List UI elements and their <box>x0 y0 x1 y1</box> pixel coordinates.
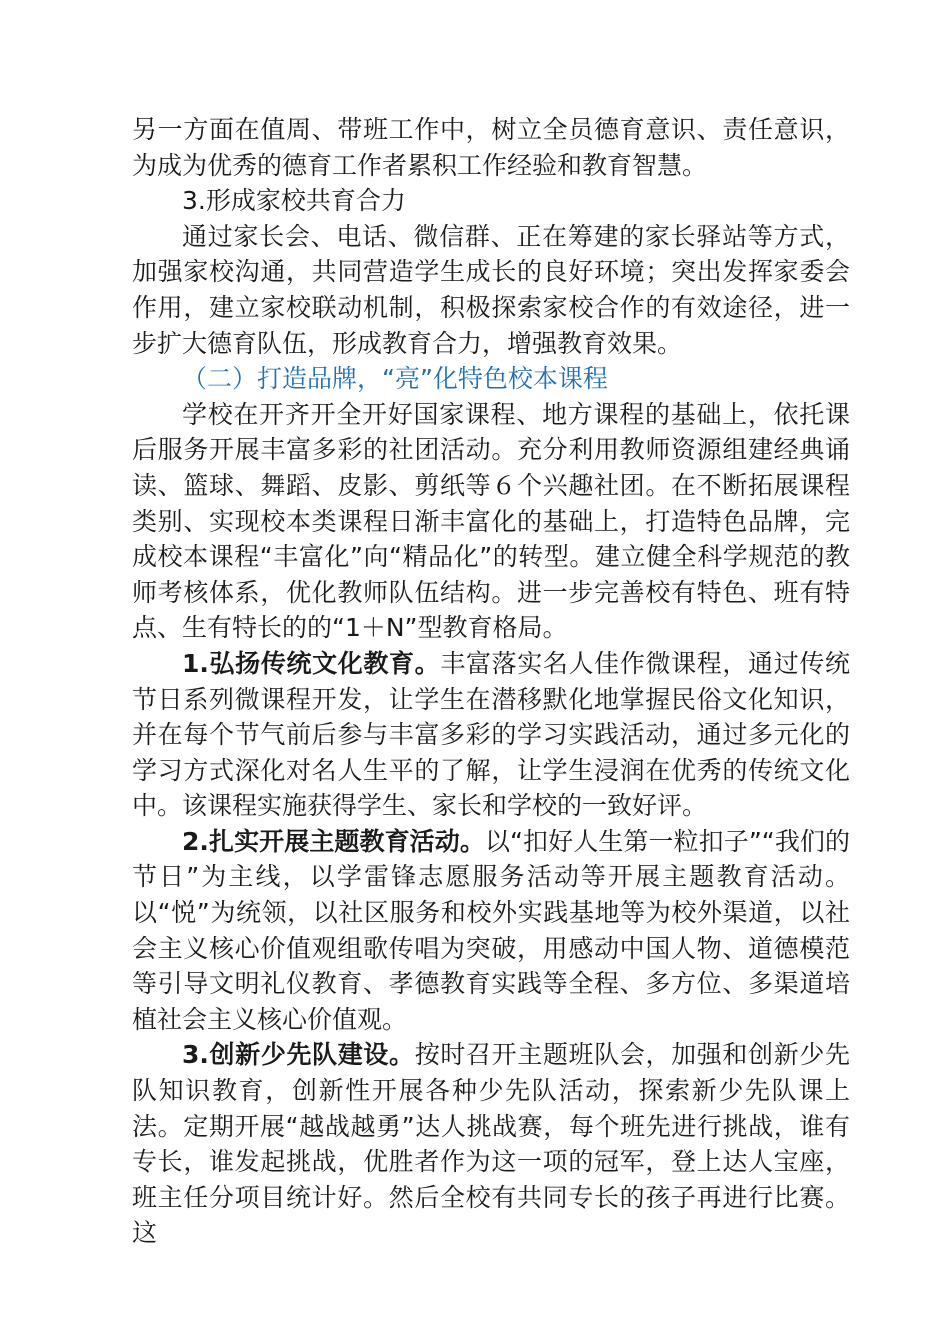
paragraph-home-school: 通过家长会、电话、微信群、正在筹建的家长驿站等方式，加强家校沟通，共同营造学生成长的良好环境；突出发挥家委会作用，建立家校联动机制，积极探索家校合作的有效途径，进一步扩大德育队伍，形成教育合力，增强教育效果。 <box>132 221 850 358</box>
paragraph-school-courses: 学校在开齐开全开好国家课程、地方课程的基础上，依托课后服务开展丰富多彩的社团活动。充分利用教师资源组建经典诵读、篮球、舞蹈、皮影、剪纸等６个兴趣社团。在不断拓展课程类别、实现校本类课程日渐丰富化的基础上，打造特色品牌，完成校本课程“丰富化”向“精品化”的转型。建立健全科学规范的教师考核体系，优化教师队伍结构。进一步完善校有特色、班有特点、生有特长的的“1＋N”型教育格局。 <box>132 399 850 643</box>
body-theme-education: 以“扣好人生第一粒扣子”“我们的节日”为主线，以学雷锋志愿服务活动等开展主题教育活动。以“悦”为统领，以社区服务和校外实践基地等为校外渠道，以社会主义核心价值观组歌传唱为突破，用感动中国人物、道德模范等引导文明礼仪教育、孝德教育实践等全程、多方位、多渠道培植社会主义核心价值观。 <box>132 826 850 1034</box>
body-young-pioneers: 按时召开主题班队会，加强和创新少先队知识教育，创新性开展各种少先队活动，探索新少先队课上法。定期开展“越战越勇”达人挑战赛，每个班先进行挑战，谁有专长，谁发起挑战，优胜者作为这一项的冠军，登上达人宝座，班主任分项目统计好。然后全校有共同专长的孩子再进行比赛。这 <box>132 1040 850 1248</box>
paragraph-young-pioneers <box>132 1037 850 1251</box>
body-traditional-culture: 丰富落实名人佳作微课程，通过传统节日系列微课程开发，让学生在潜移默化地掌握民俗文化知识，并在每个节气前后参与丰富多彩的学习实践活动，通过多元化的学习方式深化对名人生平的了解，让学生浸润在优秀的传统文化中。该课程实施获得学生、家长和学校的一致好评。 <box>132 648 850 821</box>
document-page <box>132 112 850 1251</box>
section-heading-brand: （二）打造品牌，“亮”化特色校本课程 <box>182 364 608 394</box>
paragraph-theme-education <box>132 824 850 1038</box>
lead-young-pioneers: 3.创新少先队建设。 <box>182 1040 415 1070</box>
lead-theme-education: 2.扎实开展主题教育活动。 <box>182 826 485 856</box>
paragraph-traditional-culture <box>132 646 850 824</box>
paragraph-continuation: 另一方面在值周、带班工作中，树立全员德育意识、责任意识，为成为优秀的德育工作者累积工作经验和教育智慧。 <box>132 115 850 180</box>
lead-traditional-culture: 1.弘扬传统文化教育。 <box>182 648 441 678</box>
subheading-home-school: 3.形成家校共育合力 <box>182 186 406 216</box>
